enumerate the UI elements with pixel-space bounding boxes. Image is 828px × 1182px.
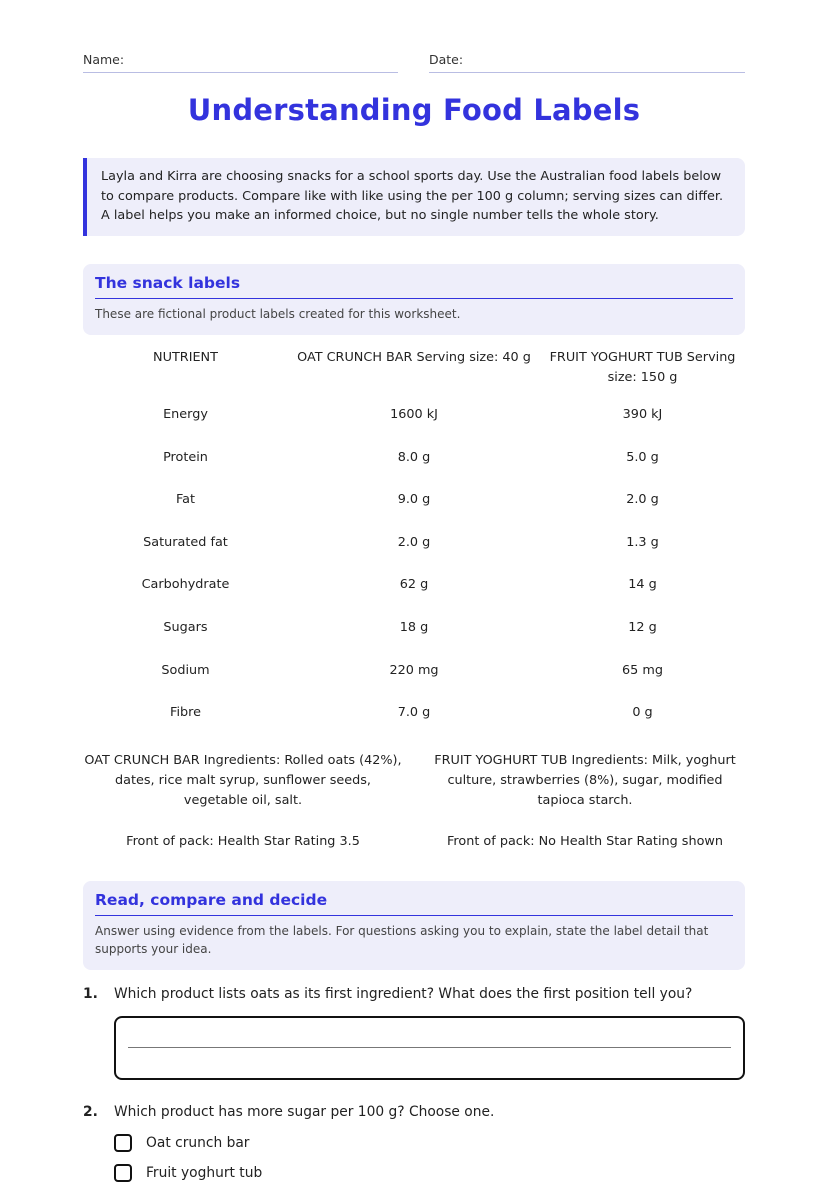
question-text: Which product has more sugar per 100 g? Choose one.: [114, 1104, 495, 1120]
nutrient-name: Sugars: [163, 619, 208, 635]
table-header-row: [83, 341, 745, 395]
oat-value: 220 mg: [389, 662, 439, 678]
question-text: Which product lists oats as its first ingredient? What does the first position tell you?: [114, 986, 693, 1002]
table-row: [83, 480, 745, 523]
table-row: [83, 523, 745, 566]
nutrient-name: Energy: [163, 407, 208, 422]
section-snack-labels: [83, 264, 745, 335]
oat-value: 9.0 g: [397, 492, 431, 508]
table-row: [83, 438, 745, 481]
nutrient-name: Fibre: [170, 705, 201, 721]
section-title: The snack labels: [95, 274, 733, 299]
oat-value: 62 g: [399, 577, 429, 593]
yoghurt-front-of-pack: Front of pack: No Health Star Rating shown: [446, 834, 723, 849]
name-label: Name:: [83, 52, 125, 67]
section-title: Read, compare and decide: [95, 891, 733, 916]
yoghurt-value: 1.3 g: [626, 534, 659, 550]
name-date-row: [83, 52, 745, 74]
yoghurt-value: 390 kJ: [622, 407, 663, 422]
oat-ingredients: OAT CRUNCH BAR Ingredients: Rolled oats (42%), dates, rice malt syrup, sunflower seeds, vegetable oil, salt.: [84, 753, 402, 808]
yoghurt-value: 5.0 g: [626, 449, 659, 465]
section-read-compare: [83, 881, 745, 970]
worksheet-title: Understanding Food Labels: [187, 93, 641, 127]
nutrient-name: Saturated fat: [143, 534, 228, 550]
intro-callout: Layla and Kirra are choosing snacks for a school sports day. Use the Australian food labels below to compare products. Compare like with like using the per 100 g column; serving sizes can differ. A label helps you make an informed choice, but no single number tells the whole story.: [83, 158, 745, 236]
section-description: Answer using evidence from the labels. For questions asking you to explain, state the label detail that supports your idea.: [95, 924, 709, 956]
oat-value: 18 g: [399, 619, 429, 635]
table-row: [83, 395, 745, 438]
table-row: [83, 651, 745, 694]
oat-value: 1600 kJ: [390, 407, 438, 422]
oat-value: 8.0 g: [397, 449, 431, 465]
oat-value: 2.0 g: [397, 534, 431, 550]
name-field[interactable]: [83, 52, 398, 73]
nutrient-name: Protein: [163, 449, 208, 465]
oat-front-of-pack: Front of pack: Health Star Rating 3.5: [126, 834, 360, 849]
nutrient-name: Fat: [175, 492, 196, 508]
yoghurt-value: 2.0 g: [626, 492, 659, 508]
nutrition-table: [83, 341, 745, 736]
option-label: Fruit yoghurt tub: [146, 1165, 263, 1181]
header-yoghurt-tub: FRUIT YOGHURT TUB Serving size: 150 g: [549, 350, 736, 385]
yoghurt-value: 14 g: [628, 577, 657, 593]
yoghurt-value: 65 mg: [622, 662, 663, 678]
option-label: Oat crunch bar: [146, 1135, 250, 1151]
section-description: These are fictional product labels created for this worksheet.: [95, 307, 461, 321]
yoghurt-ingredients: FRUIT YOGHURT TUB Ingredients: Milk, yoghurt culture, strawberries (8%), sugar, modified tapioca starch.: [434, 753, 736, 808]
oat-value: 7.0 g: [397, 705, 431, 721]
header-oat-bar: OAT CRUNCH BAR Serving size: 40 g: [297, 350, 531, 365]
table-row: [83, 608, 745, 651]
checkbox[interactable]: [114, 1164, 132, 1182]
yoghurt-value: 12 g: [628, 619, 657, 635]
answer-box-1[interactable]: [114, 1016, 745, 1080]
date-field[interactable]: [429, 52, 745, 73]
nutrient-name: Carbohydrate: [141, 577, 230, 593]
table-row: [83, 693, 745, 736]
question-number: 1.: [83, 986, 98, 1002]
checkbox[interactable]: [114, 1134, 132, 1152]
nutrient-name: Sodium: [161, 662, 210, 678]
answer-line: [128, 1047, 731, 1048]
date-label: Date:: [429, 52, 464, 67]
yoghurt-value: 0 g: [632, 705, 653, 721]
question-number: 2.: [83, 1104, 98, 1120]
header-nutrient: NUTRIENT: [153, 350, 218, 365]
table-row: [83, 565, 745, 608]
